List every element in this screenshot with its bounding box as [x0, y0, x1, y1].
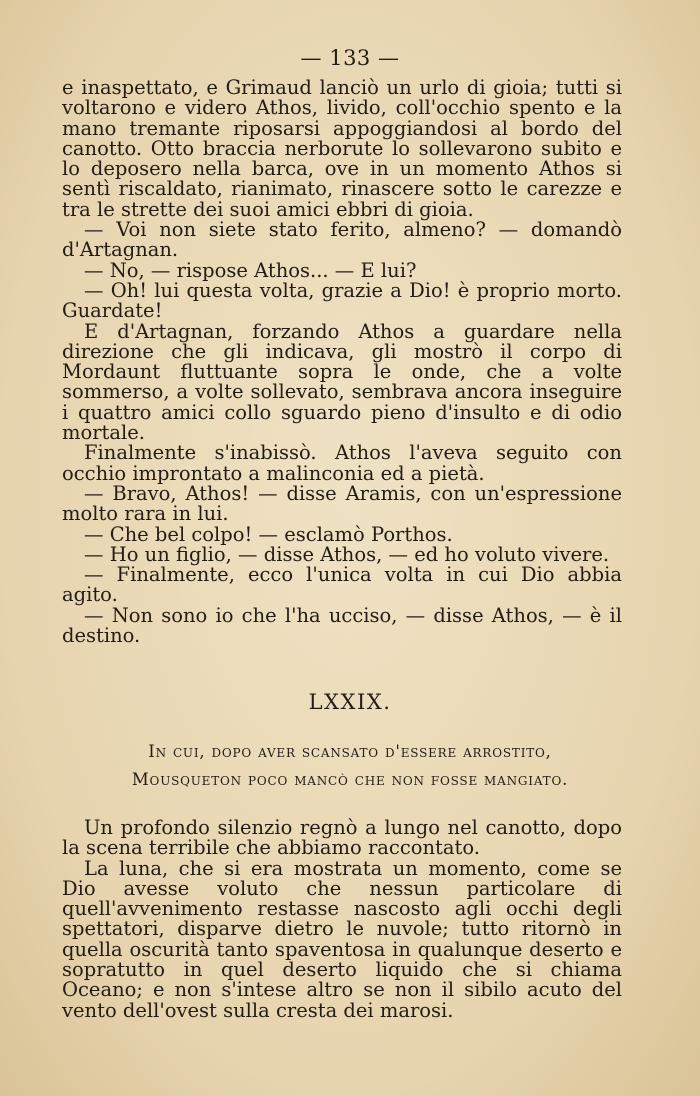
paragraph: — Ho un figlio, — disse Athos, — ed ho voluto vivere. [84, 542, 610, 566]
paragraph: — Non sono io che l'ha ucciso, — disse Athos, — è il destino. [62, 603, 622, 648]
paragraph: La luna, che si era mostrata un momento, come se Dio avesse voluto che nessun particolare di quell'avvenimento restasse nascosto agli occhi degli spettatori, disparve dietro le nuvole; tutto ritornò in quella oscurità tanto spaventosa in qualunque deserto e sopratutto in quel deserto liquido che si chiama Oceano; e non s'intese altro se non il sibilo acuto del vento dell'ovest sulla cresta dei marosi. [62, 856, 622, 1022]
paragraph: — Oh! lui questa volta, grazie a Dio! è proprio morto. Guardate! [62, 278, 622, 323]
paragraph: E d'Artagnan, forzando Athos a guardare nella direzione che gli indicava, gli mostrò il corpo di Mordaunt fluttuante sopra le onde, che a volte sommerso, a volte sollevato, sembrava ancora inseguire i quattro amici collo sguardo pieno d'insulto e di odio mortale. [62, 319, 622, 445]
chapter-title [60, 738, 640, 794]
text-block-1 [62, 78, 622, 646]
paragraph: Finalmente s'inabissò. Athos l'aveva seguito con occhio improntato a malinconia ed a pietà. [62, 441, 622, 485]
paragraph: — Voi non siete stato ferito, almeno? — domandò d'Artagnan. [62, 218, 622, 262]
paragraph: — Bravo, Athos! — disse Aramis, con un'espressione molto rara in lui. [62, 481, 622, 526]
chapter-number: LXXIX. [308, 690, 392, 714]
paragraph: e inaspettato, e Grimaud lanciò un urlo di gioia; tutti si voltarono e videro Athos, livido, coll'occhio spento e la mano tremante riposarsi appoggiandosi al bordo del canotto. Otto braccia nerborute lo sollevarono subito e lo deposero nella barca, ove in un momento Athos si sentì riscaldato, rianimato, rinascere sotto le carezze e tra le strette dei suoi amici ebbri di gioia. [62, 76, 622, 221]
paragraph: — Che bel colpo! — esclamò Porthos. [84, 522, 453, 546]
text-block-2 [62, 818, 622, 1021]
page-number: — 133 — [300, 46, 400, 70]
paragraph: — Finalmente, ecco l'unica volta in cui Dio abbia agito. [62, 563, 622, 607]
chapter-title-line: Mousqueton poco mancò che non fosse mangiato. [131, 770, 569, 789]
paragraph: — No, — rispose Athos... — E lui? [84, 258, 417, 282]
paragraph: Un profondo silenzio regnò a lungo nel canotto, dopo la scena terribile che abbiamo raccontato. [62, 816, 622, 860]
chapter-title-line: In cui, dopo aver scansato d'essere arrostito, [148, 742, 552, 761]
